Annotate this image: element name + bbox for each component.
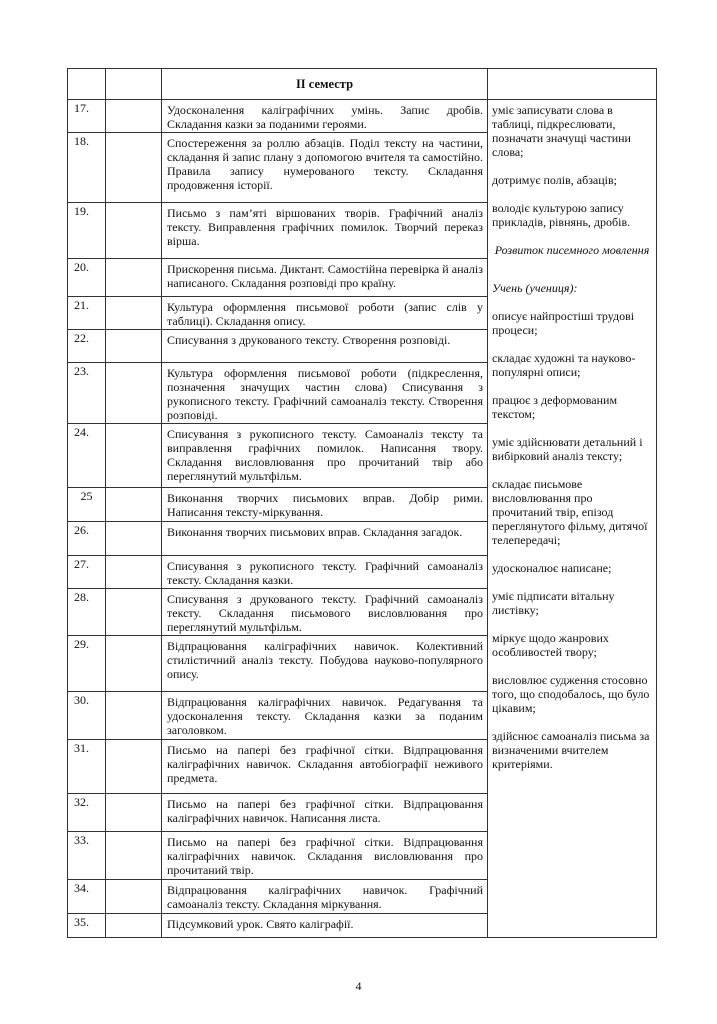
row-content: Спостереження за роллю абзаців. Поділ тексту на частини, складання й запис плану з допомогою вчителя та самостійно. Правила запису нумерованого тексту. Складання продовження історії.: [162, 133, 488, 203]
row-number: 25: [68, 488, 106, 522]
result-item: міркує щодо жанрових особливостей твору;: [492, 631, 609, 659]
row-content: Відпрацювання каліграфічних навичок. Редагування та удосконалення тексту. Складання казки за поданим заголовком.: [162, 692, 488, 740]
row-number: 21.: [68, 297, 106, 330]
row-number: 23.: [68, 363, 106, 424]
row-number: 26.: [68, 522, 106, 556]
row-empty-cell: [106, 297, 162, 330]
row-empty-cell: [106, 794, 162, 832]
curriculum-table: [67, 68, 657, 938]
row-content: Письмо з пам’яті віршованих творів. Графічний аналіз тексту. Виправлення графічних помилок. Творчий переказ вірша.: [162, 203, 488, 259]
row-content: Письмо на папері без графічної сітки. Відпрацювання каліграфічних навичок. Складання висловлювання про прочитаний твір.: [162, 832, 488, 880]
row-empty-cell: [106, 330, 162, 363]
row-number: 34.: [68, 880, 106, 914]
row-number: 28.: [68, 589, 106, 636]
row-content: Списування з рукописного тексту. Графічний самоаналіз тексту. Складання казки.: [162, 556, 488, 589]
result-item: складає художні та науково-популярні описи;: [492, 351, 636, 379]
row-empty-cell: [106, 259, 162, 297]
table-row: [68, 100, 657, 133]
row-number: 17.: [68, 100, 106, 133]
result-item: працює з деформованим текстом;: [492, 393, 618, 421]
section-heading: Розвиток писемного мовлення: [494, 243, 650, 257]
row-content: Списування з друкованого тексту. Графічний самоаналіз тексту. Складання письмового висловлювання про переглянутий мультфільм.: [162, 589, 488, 636]
row-empty-cell: [106, 880, 162, 914]
row-empty-cell: [106, 832, 162, 880]
result-item: висловлює судження стосовно того, що сподобалось, що було цікавим;: [492, 673, 650, 715]
row-number: 19.: [68, 203, 106, 259]
row-number: 35.: [68, 914, 106, 938]
row-number: 30.: [68, 692, 106, 740]
row-empty-cell: [106, 133, 162, 203]
pupil-label: Учень (учениця):: [492, 281, 578, 295]
header-empty-cell: [488, 69, 657, 100]
row-content: Відпрацювання каліграфічних навичок. Графічний самоаналіз тексту. Складання міркування.: [162, 880, 488, 914]
row-content: Виконання творчих письмових вправ. Добір рими. Написання тексту-міркування.: [162, 488, 488, 522]
table-header-row: [68, 69, 657, 100]
row-content: Списування з рукописного тексту. Самоаналіз тексту та виправлення графічних помилок. Написання твору. Складання висловлювання про прочитаний твір або переглянутий мультфільм.: [162, 424, 488, 488]
row-empty-cell: [106, 589, 162, 636]
result-item: уміє здійснювати детальний і вибірковий аналіз тексту;: [492, 435, 643, 463]
row-content: Списування з друкованого тексту. Створення розповіді.: [162, 330, 488, 363]
row-content: Прискорення письма. Диктант. Самостійна перевірка й аналіз написаного. Складання розповіді про країну.: [162, 259, 488, 297]
row-empty-cell: [106, 556, 162, 589]
header-empty-cell: [106, 69, 162, 100]
row-number: 27.: [68, 556, 106, 589]
row-content: Культура оформлення письмової роботи (запис слів у таблиці). Складання опису.: [162, 297, 488, 330]
row-content: Письмо на папері без графічної сітки. Відпрацювання каліграфічних навичок. Складання автобіографії неживого предмета.: [162, 740, 488, 794]
row-number: 33.: [68, 832, 106, 880]
row-number: 31.: [68, 740, 106, 794]
row-number: 29.: [68, 636, 106, 692]
row-number: 18.: [68, 133, 106, 203]
row-empty-cell: [106, 914, 162, 938]
header-empty-cell: [68, 69, 106, 100]
result-item: дотримує полів, абзаців;: [492, 173, 618, 187]
row-content: Удосконалення каліграфічних умінь. Запис дробів. Складання казки за поданими героями.: [162, 100, 488, 133]
row-empty-cell: [106, 636, 162, 692]
result-item: описує найпростіші трудові процеси;: [492, 309, 635, 337]
row-content: Відпрацювання каліграфічних навичок. Колективний стилістичний аналіз тексту. Побудова науково-популярного опису.: [162, 636, 488, 692]
row-empty-cell: [106, 363, 162, 424]
row-empty-cell: [106, 692, 162, 740]
result-item: уміє підписати вітальну листівку;: [492, 589, 615, 617]
row-empty-cell: [106, 100, 162, 133]
row-empty-cell: [106, 424, 162, 488]
row-empty-cell: [106, 203, 162, 259]
row-content: Культура оформлення письмової роботи (підкреслення, позначення значущих частин слова) Списування з рукописного тексту. Графічний самоаналіз тексту. Створення розповіді.: [162, 363, 488, 424]
row-number: 20.: [68, 259, 106, 297]
row-number: 24.: [68, 424, 106, 488]
result-item: складає письмове висловлювання про прочитаний твір, епізод переглянутого фільму, дитячої телепередачі;: [492, 477, 648, 547]
row-number: 22.: [68, 330, 106, 363]
result-item: уміє записувати слова в таблиці, підкреслювати, позначати значущі частини слова;: [492, 103, 631, 159]
result-item: володіє культурою запису прикладів, рівнянь, дробів.: [492, 201, 631, 229]
result-item: здійснює самоаналіз письма за визначеними вчителем критеріями.: [492, 729, 650, 771]
result-item: удосконалює написане;: [492, 561, 612, 575]
row-content: Виконання творчих письмових вправ. Складання загадок.: [162, 522, 488, 556]
expected-results: [488, 100, 657, 938]
semester-title: ІІ семестр: [162, 69, 488, 100]
row-content: Підсумковий урок. Свято каліграфії.: [162, 914, 488, 938]
row-number: 32.: [68, 794, 106, 832]
page-number: 4: [355, 979, 362, 993]
row-empty-cell: [106, 488, 162, 522]
row-content: Письмо на папері без графічної сітки. Відпрацювання каліграфічних навичок. Написання листа.: [162, 794, 488, 832]
row-empty-cell: [106, 740, 162, 794]
row-empty-cell: [106, 522, 162, 556]
